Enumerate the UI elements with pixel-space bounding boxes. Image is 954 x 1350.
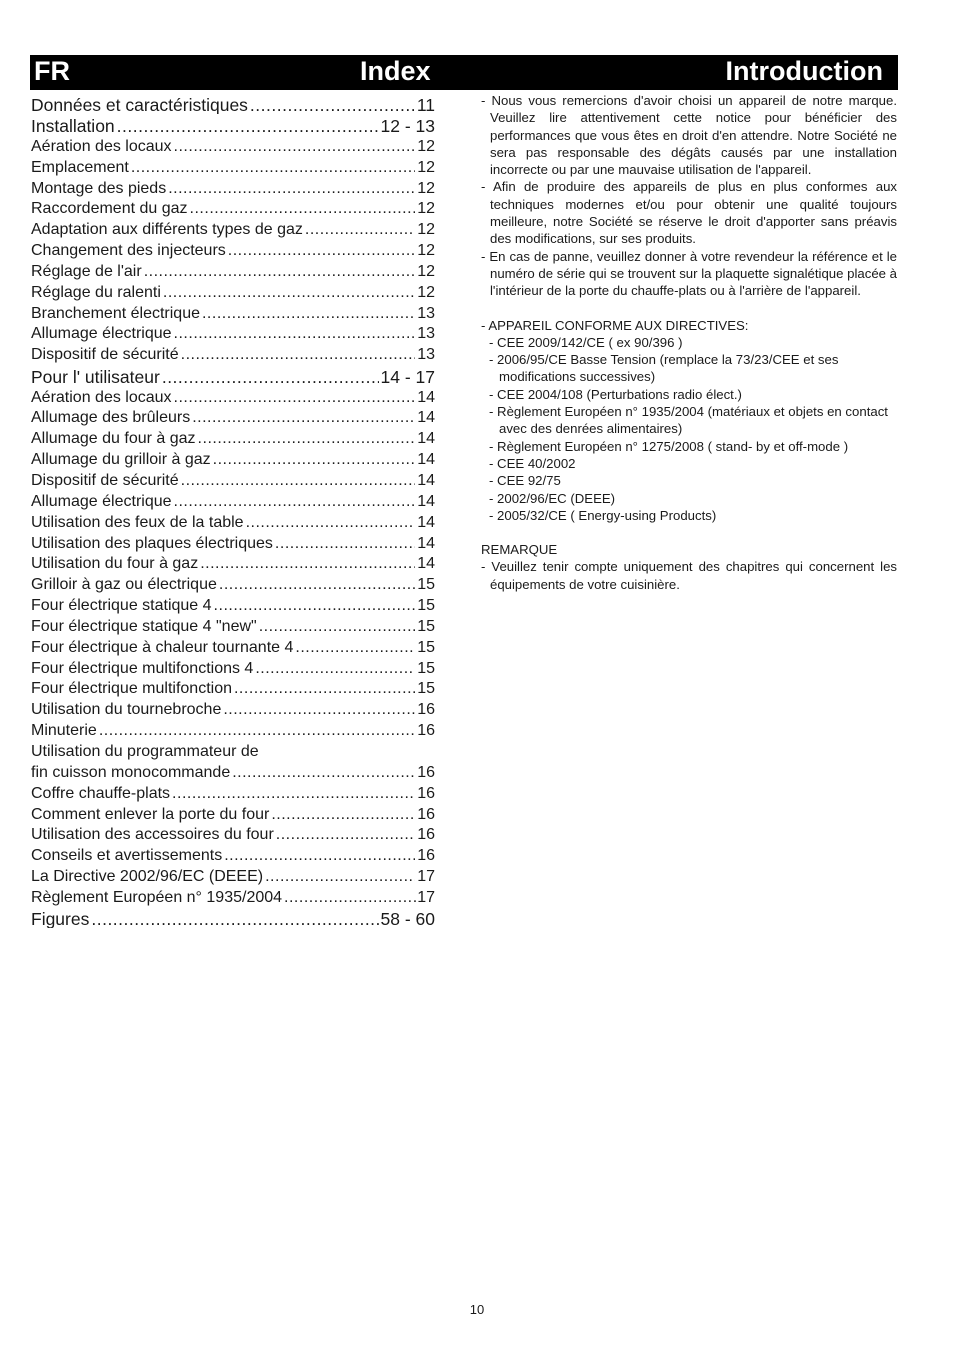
toc-entry-page: 16 [417, 701, 435, 719]
toc-entry-label: Utilisation du four à gaz [31, 555, 199, 573]
toc-entry [31, 407, 435, 428]
toc-entry-page: 14 [417, 534, 435, 552]
toc-entry-page: 16 [417, 847, 435, 865]
toc-dot-leader [172, 785, 415, 803]
toc-entry [31, 323, 435, 344]
toc-entry [31, 490, 435, 511]
toc-entry-label: Allumage électrique [31, 325, 172, 343]
toc-entry-page: 16 [417, 805, 435, 823]
toc-entry-page: 12 [417, 221, 435, 239]
toc-dot-leader [117, 117, 379, 135]
toc-entry [31, 156, 435, 177]
toc-entry-label: Installation [31, 116, 115, 135]
toc-entry [31, 469, 435, 490]
toc-dot-leader [275, 535, 415, 553]
introduction-section [481, 92, 897, 593]
toc-dot-leader [234, 680, 415, 698]
toc-entry [31, 698, 435, 719]
toc-entry-label: Aération des locaux [31, 388, 172, 406]
toc-entry [31, 782, 435, 803]
toc-entry-page: 16 [417, 826, 435, 844]
toc-entry-label: Changement des injecteurs [31, 242, 226, 260]
header-bar [30, 55, 898, 90]
toc-dot-leader [224, 847, 415, 865]
toc-dot-leader [163, 284, 415, 302]
toc-entry [31, 448, 435, 469]
toc-entry-page: 17 [417, 868, 435, 886]
toc-entry-page: 12 [417, 242, 435, 260]
toc-entry-label: Dispositif de sécurité [31, 346, 179, 364]
intro-paragraph: - Afin de produire des appareils de plus en plus conformes aux techniques modernes et/ou pour obtenir une qualité toujours meilleure, notre Société se réserve le droit d'apporter sans préavis des modifications, sur ses produits. [481, 179, 897, 247]
toc-dot-leader [246, 514, 416, 532]
toc-entry-label: Figures [31, 909, 90, 929]
toc-entry [31, 239, 435, 260]
toc-dot-leader [223, 701, 415, 719]
toc-entry-label: fin cuisson monocommande [31, 763, 231, 781]
toc-dot-leader [99, 722, 415, 740]
toc-entry-label: Four électrique statique 4 "new" [31, 617, 257, 635]
toc-entry-label: Réglage de l'air [31, 262, 142, 280]
toc-entry [31, 218, 435, 239]
toc-entry-label: Raccordement du gaz [31, 200, 188, 218]
toc-entry-label: Utilisation des plaques électriques [31, 534, 273, 552]
toc-entry-page: 14 [417, 492, 435, 510]
directive-item: - CEE 40/2002 [489, 455, 576, 471]
directive-item: - CEE 2009/142/CE ( ex 90/396 ) [489, 334, 683, 350]
toc-entry-page: 14 - 17 [380, 366, 435, 386]
toc-dot-leader [200, 555, 415, 573]
toc-dot-leader [198, 430, 416, 448]
toc-dot-leader [250, 96, 415, 114]
toc-entry [31, 657, 435, 678]
toc-dot-leader [265, 868, 415, 886]
toc-entry-page: 12 [417, 137, 435, 155]
toc-entry-page: 15 [417, 680, 435, 698]
toc-entry-label: Utilisation du tournebroche [31, 701, 222, 719]
toc-entry [31, 281, 435, 302]
toc-entry-page: 15 [417, 576, 435, 594]
toc-dot-leader [271, 806, 415, 824]
toc-entry-page: 14 [417, 430, 435, 448]
toc-entry-label: Allumage du four à gaz [31, 430, 196, 448]
toc-entry [31, 761, 435, 782]
toc-dot-leader [174, 325, 416, 343]
toc-dot-leader [202, 305, 415, 323]
toc-entry-label: Aération des locaux [31, 137, 172, 155]
toc-entry-label: Four électrique à chaleur tournante 4 [31, 638, 294, 656]
toc-dot-leader [131, 159, 415, 177]
toc-entry [31, 824, 435, 845]
toc-entry [31, 615, 435, 636]
toc-dot-leader [162, 368, 379, 386]
toc-entry [31, 594, 435, 615]
toc-entry-label: Grilloir à gaz ou électrique [31, 576, 217, 594]
toc-entry [31, 886, 435, 907]
toc-entry-page: 14 [417, 388, 435, 406]
toc-entry-page: 12 [417, 262, 435, 280]
toc-entry-page: 16 [417, 763, 435, 781]
toc-entry-label: Réglage du ralenti [31, 283, 161, 301]
directive-item: - 2006/95/CE Basse Tension (remplace la 73/23/CEE et ses modifications successives) [489, 352, 839, 385]
toc-entry-label: Allumage du grilloir à gaz [31, 451, 211, 469]
toc-dot-leader [228, 242, 415, 260]
page-number: 10 [469, 1302, 485, 1317]
toc-entry [31, 636, 435, 657]
toc-entry-page: 11 [416, 94, 435, 114]
toc-dot-leader [255, 660, 415, 678]
toc-entry [31, 343, 435, 364]
toc-dot-leader [181, 346, 416, 364]
toc-entry [31, 511, 435, 532]
toc-entry-page: 12 [417, 283, 435, 301]
remark-title: REMARQUE [481, 542, 558, 558]
toc-entry-label: Branchement électrique [31, 304, 200, 322]
toc-dot-leader [284, 889, 411, 907]
toc-dot-leader [259, 618, 416, 636]
toc-entry [31, 135, 435, 156]
toc-entry-page: 13 [417, 325, 435, 343]
directive-item: - 2002/96/EC (DEEE) [489, 490, 616, 506]
index-title: Index [360, 56, 431, 86]
toc-entry [31, 844, 435, 865]
toc-entry-page: 15 [417, 659, 435, 677]
toc-entry [31, 92, 435, 114]
toc-entry-label: Pour l' utilisateur [31, 366, 160, 386]
toc-entry-label: Utilisation du programmateur de [31, 742, 259, 760]
toc-entry [31, 678, 435, 699]
toc-dot-leader [181, 472, 416, 490]
toc-dot-leader [295, 639, 415, 657]
toc-entry-label: Règlement Européen n° 1935/2004 [31, 888, 283, 906]
intro-paragraph: - En cas de panne, veuillez donner à votre revendeur la référence et le numéro de série qui se trouvent sur la plaquette signalétique placée à l'intérieur de la porte du chauffe-plats ou à l'arrière de l'appareil. [481, 248, 897, 299]
toc-entry-label: Coffre chauffe-plats [31, 784, 171, 802]
toc-dot-leader [192, 409, 415, 427]
toc-dot-leader [232, 764, 415, 782]
directive-item: - Règlement Européen n° 1935/2004 (matériaux et objets en contact avec des denrées alimentaires) [489, 404, 888, 437]
toc-entry [31, 740, 435, 761]
toc-entry-page: 12 [417, 200, 435, 218]
toc-entry-label: Allumage des brûleurs [31, 409, 191, 427]
toc-entry-page: 15 [417, 617, 435, 635]
toc-entry [31, 865, 435, 886]
toc-entry-label: Conseils et avertissements [31, 847, 223, 865]
directives-title: - APPAREIL CONFORME AUX DIRECTIVES: [481, 317, 749, 333]
directive-item: - CEE 2004/108 (Perturbations radio élect.) [489, 386, 742, 402]
introduction-title: Introduction [725, 56, 883, 86]
toc-entry [31, 532, 435, 553]
toc-entry [31, 302, 435, 323]
toc-entry-page: 14 [417, 513, 435, 531]
intro-paragraph: - Nous vous remercions d'avoir choisi un appareil de notre marque. Veuillez lire attentivement cette notice pour bénéficier des performances que vous êtes en droit d'en attendre. Notre Société ne sera pas responsable des dégâts causés par une installation incorrecte ou par une mauvaise utilisation de l'appareil. [481, 93, 897, 178]
toc-entry-page: 12 [417, 179, 435, 197]
toc-dot-leader [168, 180, 415, 198]
toc-entry [31, 427, 435, 448]
toc-entry-page: 12 - 13 [380, 116, 435, 135]
toc-entry-label: Utilisation des accessoires du four [31, 826, 274, 844]
table-of-contents [31, 92, 435, 928]
toc-entry-label: Emplacement [31, 158, 129, 176]
toc-entry-page: 13 [417, 346, 435, 364]
toc-dot-leader [91, 910, 378, 928]
toc-entry-label: Utilisation des feux de la table [31, 513, 244, 531]
toc-entry-label: Dispositif de sécurité [31, 472, 179, 489]
toc-entry [31, 364, 435, 386]
language-code: FR [34, 56, 70, 86]
toc-entry-label: La Directive 2002/96/EC (DEEE) [31, 868, 264, 886]
toc-entry [31, 260, 435, 281]
directive-item: - 2005/32/CE ( Energy-using Products) [489, 507, 717, 523]
toc-entry-page: 16 [417, 722, 435, 740]
toc-entry [31, 114, 435, 136]
toc-entry-page: 14 [417, 555, 435, 573]
toc-entry [31, 386, 435, 407]
toc-entry-label: Allumage électrique [31, 492, 172, 510]
toc-entry-label: Données et caractéristiques [31, 94, 248, 114]
toc-entry [31, 198, 435, 219]
toc-dot-leader [305, 221, 415, 239]
toc-entry-page: 58 - 60 [380, 909, 435, 929]
toc-entry-label: Comment enlever la porte du four [31, 805, 270, 823]
toc-entry-page: 13 [417, 304, 435, 322]
toc-entry [31, 907, 435, 929]
toc-dot-leader [174, 389, 416, 407]
toc-entry [31, 553, 435, 574]
toc-dot-leader [190, 200, 416, 218]
toc-dot-leader [174, 493, 416, 511]
toc-entry-page: 15 [417, 638, 435, 656]
toc-dot-leader [174, 138, 416, 156]
toc-entry-label: Four électrique multifonction [31, 680, 232, 698]
toc-entry-label: Four électrique multifonctions 4 [31, 659, 254, 677]
remark-text: - Veuillez tenir compte uniquement des chapitres qui concernent les équipements de votre cuisinière. [481, 559, 897, 592]
toc-entry-page: 14 [417, 472, 435, 489]
toc-dot-leader [144, 263, 416, 281]
directive-item: - Règlement Européen n° 1275/2008 ( stand- by et off-mode ) [489, 438, 849, 454]
toc-entry-label: Montage des pieds [31, 179, 167, 197]
toc-entry-page: 14 [417, 409, 435, 427]
directives-list [481, 334, 897, 524]
toc-entry [31, 803, 435, 824]
toc-entry-label: Minuterie [31, 722, 97, 740]
toc-dot-leader [276, 826, 415, 844]
toc-entry-label: Four électrique statique 4 [31, 597, 212, 615]
toc-entry-page: 16 [417, 784, 435, 802]
directive-item: - CEE 92/75 [489, 473, 561, 489]
toc-entry-page: 14 [417, 451, 435, 469]
toc-entry-page: 15 [417, 597, 435, 615]
toc-dot-leader [219, 576, 415, 594]
toc-entry [31, 719, 435, 740]
toc-entry-page: 12 [417, 158, 435, 176]
toc-dot-leader [213, 451, 416, 469]
toc-entry [31, 177, 435, 198]
toc-entry-label: Adaptation aux différents types de gaz [31, 221, 303, 239]
toc-dot-leader [214, 597, 416, 615]
toc-entry [31, 573, 435, 594]
toc-entry-page: .17 [412, 888, 435, 906]
